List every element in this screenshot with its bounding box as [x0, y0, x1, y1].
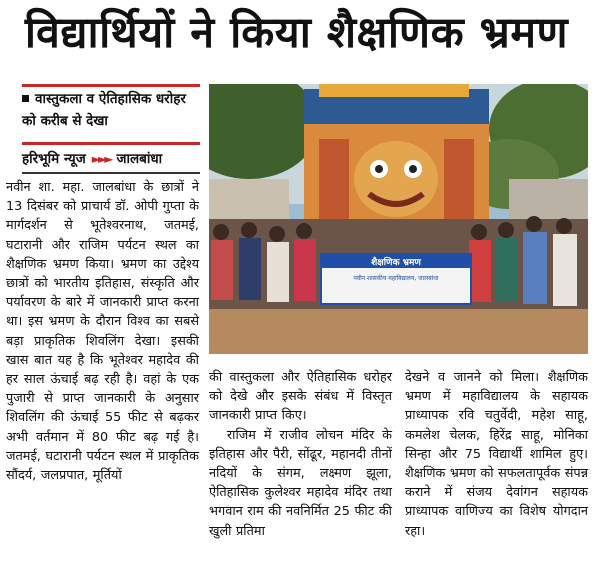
banner-line: नवीन शासकीय महाविद्यालय, जालबांधा: [353, 275, 439, 282]
headline: विद्यार्थियों ने किया शैक्षणिक भ्रमण: [24, 8, 569, 58]
column-2-paragraph-1: की वास्तुकला और ऐतिहासिक धरोहर को देखे और इसके संबंध में विस्तृत जानकारी प्राप्त किए।: [209, 370, 392, 424]
bullet-icon: [22, 95, 29, 102]
dateline: [22, 148, 200, 170]
triple-arrow-icon: ►►►: [91, 152, 111, 166]
group-photo: [209, 84, 588, 354]
location-label: जालबांधा: [116, 151, 163, 167]
divider-top: [22, 84, 200, 87]
divider-bottom: [22, 172, 200, 174]
banner-title: शैक्षणिक भ्रमण: [371, 258, 421, 268]
article-column-2: [209, 368, 392, 541]
subheadline-text: वास्तुकला व ऐतिहासिक धरोहर को करीब से देखा: [22, 91, 186, 129]
divider-middle: [22, 142, 200, 145]
column-2-paragraph-2: राजिम में राजीव लोचन मंदिर के इतिहास और पैरी, सोंढूर, महानदी तीनों नदियों के संगम, लक्ष्मण झूला, ऐतिहासिक कुलेश्वर महादेव मंदिर तथा भगवान राम की नवनिर्मित 25 फीट की खुली प्रतिमा: [209, 427, 392, 539]
article-column-3: देखने व जानने को मिला। शैक्षणिक भ्रमण में महाविद्यालय के सहायक प्राध्यापक रवि चतुर्वेदी, महेश साहू, कमलेश चेलक, हिरेंद्र साहू, मोनिका सिन्हा और 75 विद्यार्थी शामिल हुए। शैक्षणिक भ्रमण को सफलतापूर्वक संपन्न कराने में संजय देवांगन सहायक प्राध्यापक वाणिज्य का विशेष योगदान रहा।: [405, 370, 588, 539]
source-label: हरिभूमि न्यूज: [22, 151, 86, 167]
photo-scene: [209, 84, 588, 354]
subheadline: [22, 88, 197, 132]
article-column-1: नवीन शा. महा. जालबांधा के छात्रों ने 13 दिसंबर को प्राचार्य डॉ. ओपी गुप्ता के मार्गदर्शन से भूतेश्वरनाथ, जतमई, घटारानी और राजिम पर्यटन स्थल का शैक्षणिक भ्रमण किया। भ्रमण का उद्देश्य छात्रों को भारतीय इतिहास, संस्कृति और पर्यावरण के बारे में जानकारी प्राप्त करना था। इस भ्रमण के दौरान विश्व का सबसे बड़ा प्राकृतिक शिवलिंग देखा। इसकी खास बात यह है कि भूतेश्वर महादेव की हर साल ऊंचाई बढ़ रही है। वहां के एक पुजारी से प्राप्त जानकारी के अनुसार शिवलिंग की ऊंचाई 55 फीट से बढ़कर अभी वर्तमान में 80 फीट बढ़ गई है। जतमई, घटारानी पर्यटन स्थल में प्राकृतिक सौंदर्य, जलप्रपात, मूर्तियों: [6, 180, 199, 484]
